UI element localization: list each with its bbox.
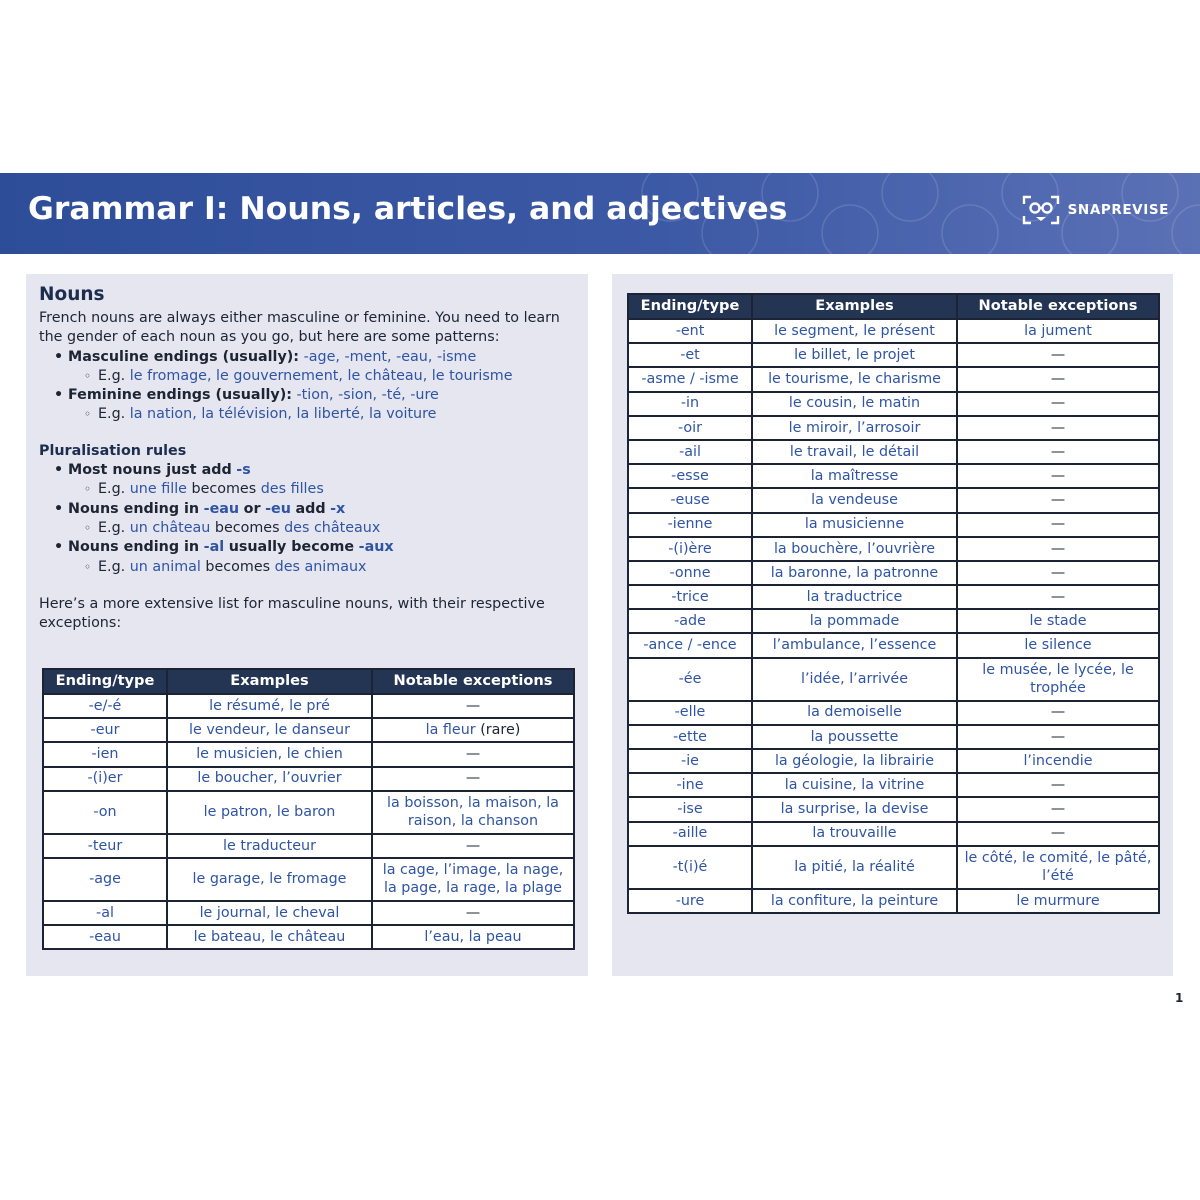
ending-cell: -(i)er <box>43 767 167 791</box>
table-row <box>43 834 574 858</box>
ending-cell: -onne <box>628 561 752 585</box>
fem-examples: la nation, la télévision, la liberté, la voiture <box>129 406 437 423</box>
table-row <box>43 767 574 791</box>
table-row <box>628 464 1159 488</box>
rule-suffix: -s <box>236 462 251 479</box>
table-row <box>628 367 1159 391</box>
table-row <box>628 440 1159 464</box>
ending-cell: -ée <box>628 658 752 701</box>
exceptions-cell: — <box>957 701 1159 725</box>
section-heading: Nouns <box>39 284 105 305</box>
rule-ending: -eu <box>265 500 291 517</box>
exceptions-cell: — <box>957 488 1159 512</box>
ending-cell: -age <box>43 858 167 901</box>
masc-examples: le fromage, le gouvernement, le château, le tourisme <box>129 367 513 384</box>
rule-ending: -al <box>203 539 225 556</box>
examples-cell: la cuisine, la vitrine <box>752 773 957 797</box>
exceptions-cell: — <box>957 392 1159 416</box>
examples-cell: la baronne, la patronne <box>752 561 957 585</box>
examples-cell: la musicienne <box>752 513 957 537</box>
eg-label: E.g. <box>98 481 126 498</box>
table-row <box>628 561 1159 585</box>
table-row <box>628 343 1159 367</box>
rule-suffix: -aux <box>358 539 394 556</box>
table-row <box>628 392 1159 416</box>
ending-cell: -(i)ère <box>628 537 752 561</box>
examples-cell: le segment, le présent <box>752 319 957 343</box>
ending-cell: -ance / -ence <box>628 633 752 657</box>
ending-cell: -ie <box>628 749 752 773</box>
exceptions-cell: l’eau, la peau <box>372 925 574 949</box>
becomes-text: becomes <box>214 519 280 536</box>
exceptions-cell: — <box>957 464 1159 488</box>
examples-cell: le billet, le projet <box>752 343 957 367</box>
exceptions-cell: — <box>957 416 1159 440</box>
examples-cell: la demoiselle <box>752 701 957 725</box>
table-row <box>628 846 1159 889</box>
examples-cell: le patron, le baron <box>167 791 372 834</box>
table-row <box>628 537 1159 561</box>
table-row <box>628 513 1159 537</box>
masculine-noun-table <box>42 668 575 950</box>
ending-cell: -al <box>43 901 167 925</box>
ending-cell: -e/-é <box>43 694 167 718</box>
exceptions-cell: — <box>372 694 574 718</box>
examples-cell: la géologie, la librairie <box>752 749 957 773</box>
examples-cell: la vendeuse <box>752 488 957 512</box>
gender-list <box>54 348 569 425</box>
exceptions-cell: le silence <box>957 633 1159 657</box>
sub-list <box>84 367 569 386</box>
ending-cell: -on <box>43 791 167 834</box>
examples-cell: le tourisme, le charisme <box>752 367 957 391</box>
exceptions-cell: — <box>957 537 1159 561</box>
exceptions-cell: le murmure <box>957 889 1159 913</box>
exceptions-cell: l’incendie <box>957 749 1159 773</box>
ending-cell: -euse <box>628 488 752 512</box>
table-row <box>628 749 1159 773</box>
ending-cell: -et <box>628 343 752 367</box>
page-title: Grammar I: Nouns, articles, and adjectives <box>28 191 788 227</box>
table-row <box>628 773 1159 797</box>
table-row <box>43 742 574 766</box>
examples-cell: la pitié, la réalité <box>752 846 957 889</box>
rule-text: usually become <box>228 539 355 556</box>
examples-cell: le garage, le fromage <box>167 858 372 901</box>
singular-example: un château <box>129 519 211 536</box>
table-header-row <box>43 669 574 694</box>
ending-cell: -esse <box>628 464 752 488</box>
list-item <box>54 461 569 500</box>
table-row <box>628 609 1159 633</box>
exceptions-cell: — <box>957 822 1159 846</box>
list-item <box>84 405 569 424</box>
ending-cell: -ade <box>628 609 752 633</box>
exception-text: la fleur <box>425 722 476 739</box>
ending-cell: -eau <box>43 925 167 949</box>
exceptions-cell: — <box>372 767 574 791</box>
list-item <box>84 367 569 386</box>
becomes-text: becomes <box>191 481 257 498</box>
exceptions-cell: — <box>957 343 1159 367</box>
rule-text: Nouns ending in <box>68 500 200 517</box>
feminine-noun-table <box>627 293 1160 914</box>
eg-label: E.g. <box>98 519 126 536</box>
rule-text: or <box>243 500 261 517</box>
eg-label: E.g. <box>98 367 126 384</box>
examples-cell: le bateau, le château <box>167 925 372 949</box>
rule-text: Nouns ending in <box>68 539 200 556</box>
exceptions-cell: la cage, l’image, la nage, la page, la rage, la plage <box>372 858 574 901</box>
ending-cell: -ise <box>628 797 752 821</box>
singular-example: une fille <box>129 481 187 498</box>
singular-example: un animal <box>129 558 201 575</box>
list-item <box>54 348 569 387</box>
rule-text: add <box>295 500 326 517</box>
examples-cell: la traductrice <box>752 585 957 609</box>
table-row <box>628 822 1159 846</box>
ending-cell: -ure <box>628 889 752 913</box>
title-banner <box>0 173 1200 254</box>
ending-cell: -in <box>628 392 752 416</box>
plural-example: des châteaux <box>284 519 381 536</box>
table-header-row <box>628 294 1159 319</box>
ending-cell: -t(i)é <box>628 846 752 889</box>
exceptions-cell: — <box>372 834 574 858</box>
examples-cell: l’ambulance, l’essence <box>752 633 957 657</box>
ending-cell: -teur <box>43 834 167 858</box>
brand <box>1022 195 1169 225</box>
table-row <box>628 633 1159 657</box>
ending-cell: -eur <box>43 718 167 742</box>
exceptions-cell: — <box>372 742 574 766</box>
exceptions-cell: — <box>372 901 574 925</box>
examples-cell: le musicien, le chien <box>167 742 372 766</box>
table-row <box>628 701 1159 725</box>
examples-cell: la confiture, la peinture <box>752 889 957 913</box>
table-row <box>628 725 1159 749</box>
eg-label: E.g. <box>98 558 126 575</box>
ending-cell: -oir <box>628 416 752 440</box>
exceptions-cell <box>372 718 574 742</box>
col-header-examples: Examples <box>752 294 957 319</box>
list-item <box>84 519 569 538</box>
ending-cell: -aille <box>628 822 752 846</box>
exceptions-cell: la jument <box>957 319 1159 343</box>
exceptions-cell: — <box>957 440 1159 464</box>
brand-name: SNAPREVISE <box>1067 202 1169 218</box>
plural-example: des animaux <box>274 558 367 575</box>
table-row <box>43 858 574 901</box>
list-item <box>54 386 569 425</box>
ending-cell: -ail <box>628 440 752 464</box>
page-number: 1 <box>1175 991 1184 1005</box>
table-row <box>43 925 574 949</box>
col-header-ending: Ending/type <box>43 669 167 694</box>
rule-suffix: -x <box>330 500 346 517</box>
table-row <box>628 797 1159 821</box>
masc-label: Masculine endings (usually): <box>68 348 300 365</box>
examples-cell: le miroir, l’arrosoir <box>752 416 957 440</box>
table-row <box>43 901 574 925</box>
exceptions-cell: — <box>957 797 1159 821</box>
examples-cell: la bouchère, l’ouvrière <box>752 537 957 561</box>
sub-list <box>84 480 569 499</box>
examples-cell: le journal, le cheval <box>167 901 372 925</box>
ending-cell: -asme / -isme <box>628 367 752 391</box>
table-row <box>628 658 1159 701</box>
fem-endings: -tion, -sion, -té, -ure <box>296 387 439 404</box>
intro-paragraph: French nouns are always either masculine or feminine. You need to learn the gender of each noun as you go, but here are some patterns: <box>39 310 560 346</box>
plural-heading: Pluralisation rules <box>39 442 187 459</box>
ending-cell: -ette <box>628 725 752 749</box>
exceptions-cell: — <box>957 725 1159 749</box>
nouns-section <box>39 283 569 633</box>
col-header-examples: Examples <box>167 669 372 694</box>
examples-cell: la maîtresse <box>752 464 957 488</box>
exceptions-cell: le musée, le lycée, le trophée <box>957 658 1159 701</box>
table-row <box>43 718 574 742</box>
ending-cell: -ien <box>43 742 167 766</box>
list-item <box>84 480 569 499</box>
examples-cell: l’idée, l’arrivée <box>752 658 957 701</box>
fem-label: Feminine endings (usually): <box>68 387 292 404</box>
sub-list <box>84 558 569 577</box>
list-item <box>54 538 569 577</box>
plural-list <box>54 461 569 577</box>
examples-cell: le cousin, le matin <box>752 392 957 416</box>
sub-list <box>84 519 569 538</box>
masc-endings: -age, -ment, -eau, -isme <box>303 348 477 365</box>
exceptions-cell: — <box>957 773 1159 797</box>
col-header-exceptions: Notable exceptions <box>372 669 574 694</box>
list-item <box>84 558 569 577</box>
examples-cell: la poussette <box>752 725 957 749</box>
table-row <box>628 488 1159 512</box>
exceptions-cell: la boisson, la maison, la raison, la chanson <box>372 791 574 834</box>
exceptions-cell: — <box>957 513 1159 537</box>
exceptions-cell: le côté, le comité, le pâté, l’été <box>957 846 1159 889</box>
examples-cell: la surprise, la devise <box>752 797 957 821</box>
plural-example: des filles <box>260 481 324 498</box>
table-row <box>43 791 574 834</box>
table-row <box>628 585 1159 609</box>
rule-text: Most nouns just add <box>68 462 232 479</box>
table-row <box>628 889 1159 913</box>
eg-label: E.g. <box>98 406 126 423</box>
exceptions-cell: le stade <box>957 609 1159 633</box>
sub-list <box>84 405 569 424</box>
list-intro: Here’s a more extensive list for masculine nouns, with their respective exceptions: <box>39 595 545 632</box>
owl-glasses-icon <box>1022 195 1060 225</box>
ending-cell: -ine <box>628 773 752 797</box>
ending-cell: -trice <box>628 585 752 609</box>
table-row <box>628 319 1159 343</box>
examples-cell: le boucher, l’ouvrier <box>167 767 372 791</box>
examples-cell: la trouvaille <box>752 822 957 846</box>
exceptions-cell: — <box>957 585 1159 609</box>
table-row <box>43 694 574 718</box>
ending-cell: -ent <box>628 319 752 343</box>
ending-cell: -elle <box>628 701 752 725</box>
table-row <box>628 416 1159 440</box>
exception-note: (rare) <box>480 722 521 739</box>
ending-cell: -ienne <box>628 513 752 537</box>
col-header-exceptions: Notable exceptions <box>957 294 1159 319</box>
examples-cell: la pommade <box>752 609 957 633</box>
col-header-ending: Ending/type <box>628 294 752 319</box>
examples-cell: le vendeur, le danseur <box>167 718 372 742</box>
exceptions-cell: — <box>957 367 1159 391</box>
becomes-text: becomes <box>205 558 271 575</box>
examples-cell: le travail, le détail <box>752 440 957 464</box>
rule-ending: -eau <box>203 500 240 517</box>
examples-cell: le traducteur <box>167 834 372 858</box>
exceptions-cell: — <box>957 561 1159 585</box>
list-item <box>54 500 569 539</box>
examples-cell: le résumé, le pré <box>167 694 372 718</box>
